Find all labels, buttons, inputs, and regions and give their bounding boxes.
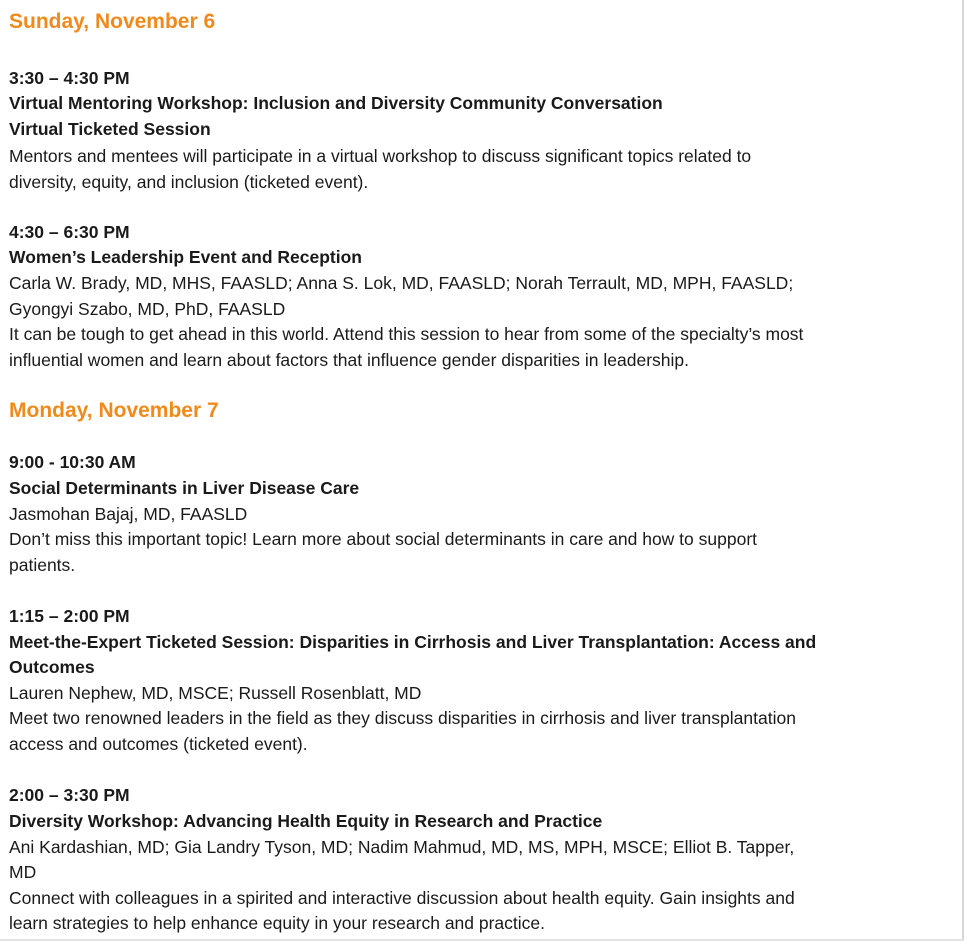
session-description-line: patients.: [9, 555, 76, 575]
day-heading-monday: Monday, November 7: [9, 399, 219, 422]
day-heading-sunday: Sunday, November 6: [9, 10, 216, 33]
session-title: Social Determinants in Liver Disease Care: [9, 478, 360, 498]
session-description-line: Meet two renowned leaders in the field as they discuss disparities in cirrhosis and liver transplantation: [9, 708, 796, 728]
session-title-line: Meet-the-Expert Ticketed Session: Disparities in Cirrhosis and Liver Transplantation: Access and: [9, 632, 817, 652]
session-time: 3:30 – 4:30 PM: [9, 68, 130, 88]
session-speakers-line: Gyongyi Szabo, MD, PhD, FAASLD: [9, 299, 286, 319]
session-time: 1:15 – 2:00 PM: [9, 606, 130, 626]
session-title: Diversity Workshop: Advancing Health Equity in Research and Practice: [9, 811, 603, 831]
session-speakers-line: MD: [9, 862, 37, 882]
session-description-line: learn strategies to help enhance equity in your research and practice.: [9, 913, 546, 933]
session-description-line: Connect with colleagues in a spirited and interactive discussion about health equity. Gain insights and: [9, 888, 795, 908]
session-description-line: Don’t miss this important topic! Learn more about social determinants in care and how to support: [9, 529, 758, 549]
session-description-line: diversity, equity, and inclusion (ticketed event).: [9, 172, 369, 192]
session-description-line: influential women and learn about factors that influence gender disparities in leadership.: [9, 350, 690, 370]
session-speakers-line: Jasmohan Bajaj, MD, FAASLD: [9, 504, 248, 524]
session-time: 2:00 – 3:30 PM: [9, 785, 130, 805]
session-subtitle: Virtual Ticketed Session: [9, 119, 211, 139]
session-time: 9:00 - 10:30 AM: [9, 452, 136, 472]
session-description-line: Mentors and mentees will participate in a virtual workshop to discuss significant topics related to: [9, 146, 752, 166]
session-speakers-line: Ani Kardashian, MD; Gia Landry Tyson, MD; Nadim Mahmud, MD, MS, MPH, MSCE; Elliot B. Tapper,: [9, 837, 795, 857]
session-title: Virtual Mentoring Workshop: Inclusion and Diversity Community Conversation: [9, 93, 663, 113]
session-time: 4:30 – 6:30 PM: [9, 222, 130, 242]
session-description-line: It can be tough to get ahead in this world. Attend this session to hear from some of the specialty’s most: [9, 324, 804, 344]
session-speakers-line: Carla W. Brady, MD, MHS, FAASLD; Anna S. Lok, MD, FAASLD; Norah Terrault, MD, MPH, FAASLD;: [9, 273, 794, 293]
session-speakers-line: Lauren Nephew, MD, MSCE; Russell Rosenblatt, MD: [9, 683, 422, 703]
session-title-line: Outcomes: [9, 657, 95, 677]
session-title: Women’s Leadership Event and Reception: [9, 247, 362, 267]
session-description-line: access and outcomes (ticketed event).: [9, 734, 308, 754]
